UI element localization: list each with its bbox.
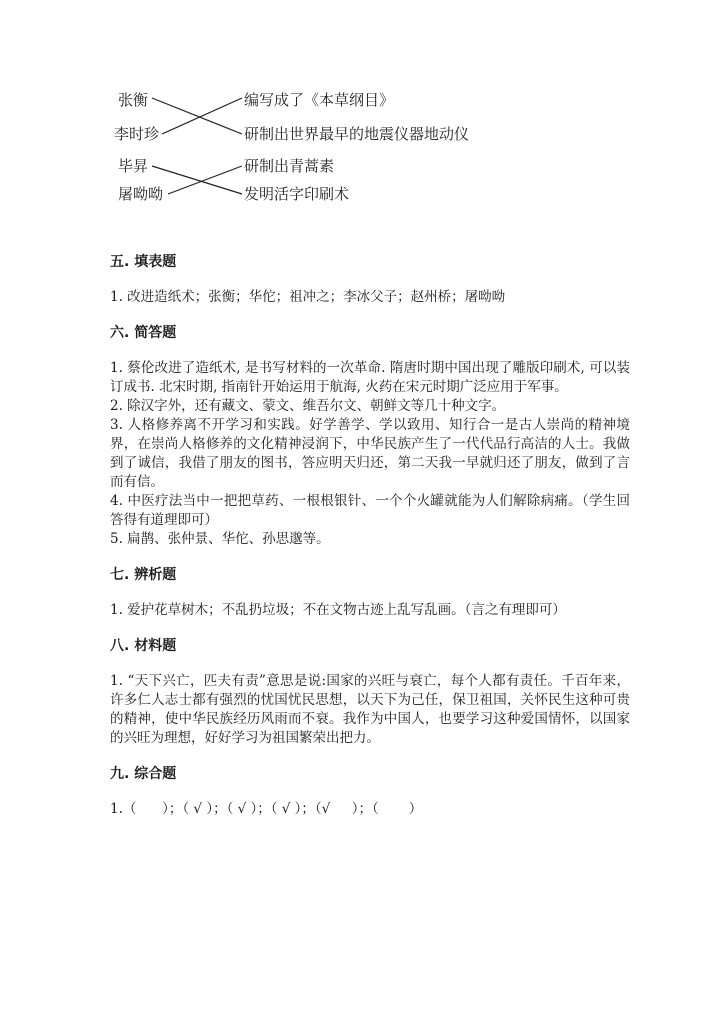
answer-item: 5. 扁鹊、张仲景、华佗、孙思邈等。 <box>110 531 330 547</box>
section-fill-table <box>110 252 630 307</box>
answer-item: 1. 爱护花草树木；不乱扔垃圾；不在文物古迹上乱写乱画。（言之有理即可） <box>110 602 566 618</box>
answer-blanks: 1.（ ）；（ √ ）；（ √ ）；（ √ ）；（√ ）；（ ） <box>110 801 423 817</box>
left-item: 屠呦呦 <box>118 185 164 203</box>
section-short-answer <box>110 323 630 549</box>
section-heading: 七. 辨析题 <box>110 567 177 583</box>
section-heading: 九. 综合题 <box>110 766 177 782</box>
section-comprehensive <box>110 764 630 819</box>
left-item: 毕昇 <box>118 157 149 175</box>
answer-item: 2. 除汉字外，还有藏文、蒙文、维吾尔文、朝鲜文等几十种文字。 <box>110 398 506 414</box>
left-item: 张衡 <box>118 91 149 109</box>
section-heading: 八. 材料题 <box>110 638 177 654</box>
section-analysis <box>110 565 630 620</box>
answer-item: 1. “天下兴亡，匹夫有责”意思是说:国家的兴旺与衰亡，每个人都有责任。千百年来，许多仁人志士都有强烈的忧国忧民思想，以天下为己任，保卫祖国，关怀民生这种可贵的精神，使中华民族经历风雨而不衰。我作为中国人，也要学习这种爱国情怀，以国家的兴旺为理想，好好学习为祖国繁荣出把力。 <box>110 673 630 746</box>
connector-line <box>152 166 242 194</box>
right-item: 研制出世界最早的地震仪器地动仪 <box>244 125 470 143</box>
right-item: 编写成了《本草纲目》 <box>244 91 395 109</box>
section-heading: 六. 简答题 <box>110 325 177 341</box>
answer-item: 3. 人格修养离不开学习和实践。好学善学、学以致用、知行合一是古人崇尚的精神境界，在崇尚人格修养的文化精神浸润下，中华民族产生了一代代品行高洁的人士。我做到了诚信，我借了朋友的图书，答应明天归还，第二天我一早就归还了朋友，做到了言而有信。 <box>110 417 630 490</box>
connector-line <box>168 166 242 194</box>
answer-item: 1. 蔡伦改进了造纸术, 是书写材料的一次革命. 隋唐时期中国出现了雕版印刷术, 可以装订成书. 北宋时期, 指南针开始运用于航海, 火药在宋元时期广泛应用于军事。 <box>110 360 630 395</box>
matching-diagram <box>100 86 500 216</box>
answer-item: 4. 中医疗法当中一把把草药、一根根银针、一个个火罐就能为人们解除病痛。（学生回答得有道理即可） <box>110 493 630 528</box>
section-heading: 五. 填表题 <box>110 254 177 270</box>
section-material <box>110 636 630 748</box>
connector-line <box>152 98 242 134</box>
answer-sections <box>110 252 630 819</box>
left-item: 李时珍 <box>114 125 160 143</box>
right-item: 发明活字印刷术 <box>244 185 350 203</box>
right-item: 研制出青蒿素 <box>244 157 335 175</box>
answer-item: 1. 改进造纸术；张衡；华佗；祖冲之；李冰父子；赵州桥；屠呦呦 <box>110 289 506 305</box>
